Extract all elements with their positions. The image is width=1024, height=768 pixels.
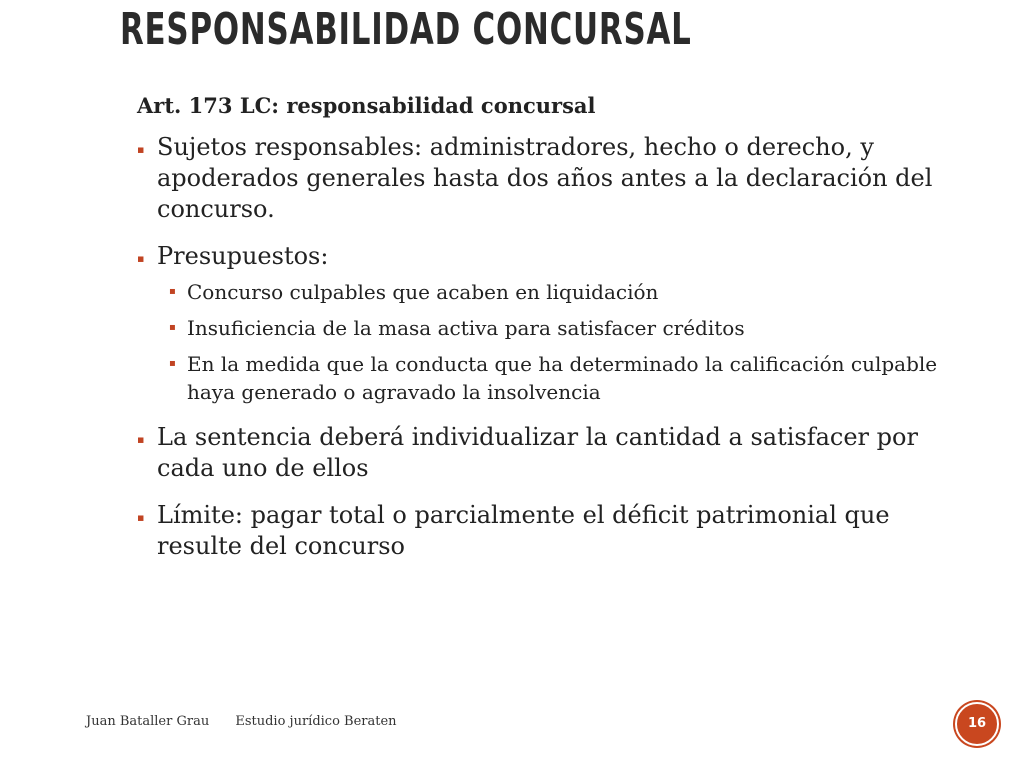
square-bullet-icon: ▪ xyxy=(137,433,145,446)
list-item-text: Límite: pagar total o parcialmente el déficit patrimonial que resulte del concurso xyxy=(157,501,890,560)
square-bullet-icon: ▪ xyxy=(137,143,145,156)
square-bullet-icon: ▪ xyxy=(137,252,145,265)
list-item xyxy=(137,500,957,562)
list-item xyxy=(137,422,957,484)
slide-title: RESPONSABILIDAD CONCURSAL xyxy=(120,4,692,55)
square-bullet-icon: ▪ xyxy=(169,322,176,333)
sub-list-item xyxy=(169,350,957,406)
list-item-text: La sentencia deberá individualizar la cantidad a satisfacer por cada uno de ellos xyxy=(157,423,918,482)
square-bullet-icon: ▪ xyxy=(169,286,176,297)
list-item-text: Presupuestos: xyxy=(157,242,329,270)
page-number-badge: 16 xyxy=(955,702,999,746)
sub-bullet-list xyxy=(157,278,957,406)
square-bullet-icon: ▪ xyxy=(169,358,176,369)
sub-list-item-text: Concurso culpables que acaben en liquidación xyxy=(187,280,659,304)
footer-author: Juan Bataller Grau xyxy=(86,714,210,729)
bullet-list xyxy=(137,132,957,562)
square-bullet-icon: ▪ xyxy=(137,511,145,524)
slide-subheading: Art. 173 LC: responsabilidad concursal xyxy=(137,93,596,118)
sub-list-item-text: En la medida que la conducta que ha determinado la calificación culpable haya generado o agravado la insolvencia xyxy=(187,352,938,404)
slide-content xyxy=(137,90,957,578)
list-item xyxy=(137,241,957,406)
sub-list-item xyxy=(169,314,957,342)
sub-list-item xyxy=(169,278,957,306)
footer-firm: Estudio jurídico Beraten xyxy=(235,714,397,729)
slide-footer xyxy=(86,714,419,729)
list-item xyxy=(137,132,957,225)
sub-list-item-text: Insuficiencia de la masa activa para satisfacer créditos xyxy=(187,316,745,340)
list-item-text: Sujetos responsables: administradores, hecho o derecho, y apoderados generales hasta dos años antes a la declaración del concurso. xyxy=(157,133,933,223)
